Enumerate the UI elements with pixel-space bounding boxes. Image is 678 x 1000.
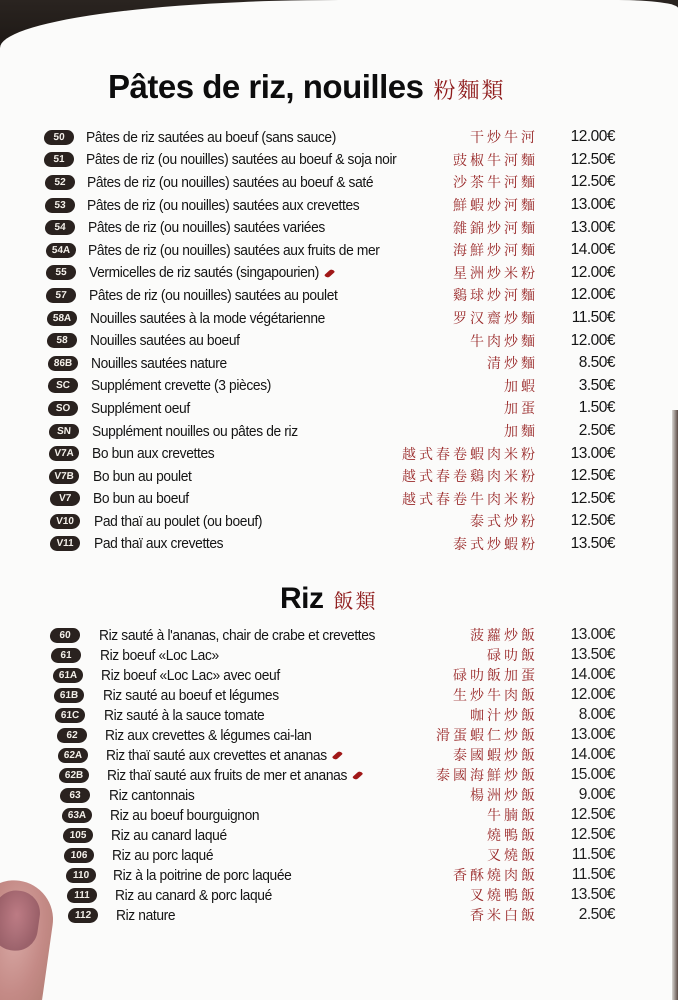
item-name [93, 490, 189, 507]
item-price: 13.00€ [570, 444, 615, 462]
item-name-text: Pad thaï aux crevettes [94, 535, 224, 553]
item-code-badge: 53 [45, 198, 76, 213]
item-name-text: Riz cantonnais [108, 786, 194, 804]
item-code-badge: 62B [59, 768, 90, 783]
item-price: 1.50€ [578, 399, 615, 417]
item-name-text: Bo bun au boeuf [93, 490, 189, 508]
item-name-chinese: 滑蛋蝦仁炒飯 [436, 728, 538, 744]
section-title-text: Pâtes de riz, nouilles [108, 68, 424, 105]
item-price: 8.00€ [578, 706, 615, 723]
item-code-badge: 54A [45, 243, 76, 258]
menu-item [0, 488, 678, 511]
menu-item [0, 194, 678, 217]
item-name-text: Riz à la poitrine de porc laquée [113, 866, 292, 884]
item-price: 14.00€ [570, 241, 615, 259]
menu-item [0, 825, 678, 845]
item-code-badge: 106 [64, 848, 95, 863]
item-price: 12.00€ [570, 128, 615, 146]
item-name-text: Riz aux crevettes & légumes cai-lan [105, 726, 312, 744]
menu-item [0, 905, 678, 925]
menu-item [0, 329, 678, 352]
item-name-text: Pad thaï au poulet (ou boeuf) [93, 512, 262, 530]
item-code-badge: 86B [47, 356, 78, 371]
item-name-text: Supplément oeuf [91, 399, 191, 417]
item-name-chinese: 泰國蝦炒飯 [453, 748, 538, 764]
chili-pepper-icon [324, 268, 335, 279]
item-code-badge: 50 [43, 130, 74, 145]
item-name-chinese: 罗汉齋炒麵 [453, 311, 538, 328]
item-price: 11.50€ [571, 309, 615, 327]
item-name [104, 707, 264, 724]
item-code-badge: 51 [44, 152, 75, 167]
item-name [86, 129, 336, 146]
menu-item [0, 845, 678, 865]
item-name [101, 667, 280, 684]
item-name-text: Nouilles sautées au boeuf [90, 332, 240, 350]
menu-item [0, 885, 678, 905]
chili-pepper-icon [332, 750, 343, 761]
chili-pepper-icon [353, 770, 364, 781]
item-name [87, 197, 359, 214]
item-name [109, 787, 194, 804]
item-price: 11.50€ [571, 846, 615, 863]
item-name-text: Riz nature [115, 906, 176, 924]
item-price: 12.50€ [570, 489, 615, 507]
item-name-chinese: 泰式炒蝦粉 [453, 536, 538, 553]
item-name [115, 887, 272, 904]
item-name-text: Supplément nouilles ou pâtes de riz [91, 422, 298, 440]
item-code-badge: SC [47, 378, 78, 393]
item-code-badge: 57 [46, 288, 77, 303]
item-code-badge: V10 [49, 514, 80, 529]
item-name [93, 468, 191, 485]
item-name [90, 332, 240, 349]
item-code-badge: 54 [45, 220, 76, 235]
item-code-badge: 63A [61, 808, 92, 823]
item-code-badge: 112 [68, 908, 99, 923]
menu-item [0, 171, 678, 194]
item-name [111, 827, 227, 844]
item-code-badge: 52 [44, 175, 75, 190]
item-name-chinese: 越式春卷牛肉米粉 [402, 491, 538, 508]
menu-item [0, 745, 678, 765]
item-name [89, 287, 337, 304]
item-name-chinese: 雜錦炒河麵 [453, 220, 538, 237]
item-name-text: Riz au porc laqué [112, 846, 214, 864]
item-name-text: Riz au canard laqué [111, 826, 227, 844]
item-name-chinese: 鮮蝦炒河麵 [453, 198, 538, 215]
item-name-chinese: 香酥燒肉飯 [453, 868, 538, 884]
item-price: 2.50€ [578, 422, 615, 440]
menu-item [0, 284, 678, 307]
item-name-text: Bo bun aux crevettes [92, 445, 215, 463]
item-price: 12.50€ [570, 806, 615, 823]
item-code-badge: V7A [48, 446, 79, 461]
menu-item [0, 397, 678, 420]
item-name-text: Pâtes de riz (ou nouilles) sautées au poulet [89, 286, 338, 304]
menu-item [0, 262, 678, 285]
item-code-badge: 61 [51, 648, 82, 663]
item-name [113, 867, 291, 884]
item-code-badge: 111 [66, 888, 97, 903]
item-name-text: Pâtes de riz (ou nouilles) sautées au boeuf & saté [86, 173, 374, 191]
item-name [103, 687, 279, 704]
item-name-chinese: 碌叻飯 [487, 648, 538, 664]
item-name-chinese: 香米白飯 [470, 908, 538, 924]
item-name-chinese: 越式春卷鷄肉米粉 [402, 469, 538, 486]
item-name-text: Pâtes de riz (ou nouilles) sautées aux fruits de mer [88, 241, 380, 259]
item-name-text: Pâtes de riz (ou nouilles) sautées variées [87, 219, 325, 237]
item-name-text: Riz thaï sauté aux crevettes et ananas [106, 746, 327, 764]
item-name [91, 400, 190, 417]
item-code-badge: V7 [49, 491, 80, 506]
item-price: 14.00€ [570, 746, 615, 763]
section-title-noodles [108, 68, 505, 106]
item-price: 11.50€ [571, 866, 615, 883]
item-price: 12.50€ [570, 512, 615, 530]
item-name [100, 647, 219, 664]
item-price: 13.00€ [570, 726, 615, 743]
item-name-text: Riz au boeuf bourguignon [109, 806, 260, 824]
item-name [91, 355, 227, 372]
item-name-text: Pâtes de riz (ou nouilles) sautées aux crevettes [87, 196, 360, 214]
menu-item [0, 805, 678, 825]
menu-item [0, 307, 678, 330]
item-price: 13.50€ [570, 886, 615, 903]
item-name-chinese: 加麵 [504, 424, 538, 441]
item-price: 9.00€ [578, 786, 615, 803]
item-code-badge: 61C [55, 708, 86, 723]
item-name-chinese: 加蝦 [504, 378, 538, 395]
item-price: 12.50€ [570, 467, 615, 485]
menu-item [0, 149, 678, 172]
menu-item [0, 785, 678, 805]
item-name-text: Vermicelles de riz sautés (singapourien) [88, 264, 319, 282]
item-name [107, 767, 363, 784]
item-code-badge: 63 [60, 788, 91, 803]
menu-item [0, 420, 678, 443]
rice-menu-list [0, 625, 678, 925]
item-price: 15.00€ [570, 766, 615, 783]
item-name [112, 847, 213, 864]
item-name-chinese: 干炒牛河 [470, 130, 538, 147]
item-code-badge: 105 [62, 828, 93, 843]
item-name-chinese: 星洲炒米粉 [453, 265, 538, 282]
item-name-text: Nouilles sautées à la mode végétarienne [89, 309, 325, 327]
item-price: 12.00€ [570, 263, 615, 281]
section-title-text: Riz [280, 582, 324, 615]
item-name-text: Bo bun au poulet [92, 467, 192, 485]
menu-item [0, 765, 678, 785]
item-name-chinese: 沙茶牛河麵 [453, 175, 538, 192]
item-name [88, 219, 325, 236]
item-name [116, 907, 175, 924]
item-code-badge: V11 [50, 536, 81, 551]
item-name-text: Pâtes de riz sautées au boeuf (sans sauce) [86, 128, 336, 146]
item-code-badge: SN [48, 424, 79, 439]
item-name-chinese: 泰國海鮮炒飯 [436, 768, 538, 784]
item-name-text: Pâtes de riz (ou nouilles) sautées au boeuf & soja noir [86, 151, 397, 169]
menu-item [0, 665, 678, 685]
item-name-text: Supplément crevette (3 pièces) [90, 377, 271, 395]
item-name [94, 513, 262, 530]
item-name [86, 151, 396, 168]
item-name [106, 747, 342, 764]
item-name-text: Nouilles sautées nature [90, 354, 227, 372]
item-code-badge: V7B [49, 469, 80, 484]
item-price: 12.00€ [570, 286, 615, 304]
item-name-chinese: 碌叻飯加蛋 [453, 668, 538, 684]
item-name-chinese: 海鮮炒河麵 [453, 243, 538, 260]
item-code-badge: 58A [46, 311, 77, 326]
menu-item [0, 442, 678, 465]
item-price: 12.50€ [570, 826, 615, 843]
item-name [90, 310, 325, 327]
item-name-chinese: 鷄球炒河麵 [453, 288, 538, 305]
item-price: 12.50€ [570, 173, 615, 191]
item-price: 12.00€ [570, 331, 615, 349]
menu-item [0, 239, 678, 262]
menu-item [0, 533, 678, 556]
item-name-chinese: 生炒牛肉飯 [453, 688, 538, 704]
item-name-chinese: 牛肉炒麵 [470, 333, 538, 350]
item-price: 2.50€ [578, 906, 615, 923]
item-code-badge: 58 [47, 333, 78, 348]
item-price: 13.00€ [570, 196, 615, 214]
item-name [99, 627, 375, 644]
item-code-badge: 62A [57, 748, 88, 763]
item-code-badge: 60 [49, 628, 80, 643]
item-name-text: Riz au canard & porc laqué [114, 886, 272, 904]
menu-item [0, 375, 678, 398]
item-name-chinese: 叉燒飯 [487, 848, 538, 864]
item-name [87, 174, 373, 191]
item-code-badge: 61A [52, 668, 83, 683]
item-code-badge: 61B [53, 688, 84, 703]
item-price: 13.50€ [570, 646, 615, 663]
item-price: 14.00€ [570, 666, 615, 683]
item-code-badge: 110 [65, 868, 96, 883]
item-name [89, 264, 335, 281]
item-name [110, 807, 259, 824]
item-code-badge: SO [48, 401, 79, 416]
item-name [88, 242, 380, 259]
item-name-chinese: 越式春卷蝦肉米粉 [402, 446, 538, 463]
item-name-text: Riz sauté à la sauce tomate [103, 706, 265, 724]
item-name [91, 377, 271, 394]
item-price: 12.50€ [570, 150, 615, 168]
menu-item [0, 352, 678, 375]
menu-item [0, 705, 678, 725]
item-name-chinese: 加蛋 [504, 401, 538, 418]
item-code-badge: 55 [46, 265, 77, 280]
item-name-text: Riz boeuf «Loc Lac» [100, 646, 220, 664]
item-name-chinese: 牛腩飯 [487, 808, 538, 824]
menu-item [0, 645, 678, 665]
item-price: 13.00€ [570, 218, 615, 236]
section-title-chinese: 飯類 [333, 589, 378, 613]
menu-item [0, 865, 678, 885]
item-price: 12.00€ [570, 686, 615, 703]
item-name-chinese: 叉燒鴨飯 [470, 888, 538, 904]
item-name [94, 535, 223, 552]
menu-item [0, 625, 678, 645]
item-name-chinese: 咖汁炒飯 [470, 708, 538, 724]
item-name-text: Riz thaï sauté aux fruits de mer et ananas [107, 766, 348, 784]
noodles-menu-list [0, 126, 678, 555]
menu-item [0, 216, 678, 239]
item-name-text: Riz boeuf «Loc Lac» avec oeuf [101, 666, 281, 684]
section-title-chinese: 粉麵類 [433, 79, 506, 104]
item-name-chinese: 豉椒牛河麵 [453, 152, 538, 169]
item-price: 13.00€ [570, 626, 615, 643]
item-name [105, 727, 311, 744]
item-price: 13.50€ [570, 534, 615, 552]
item-price: 8.50€ [578, 354, 615, 372]
item-name-chinese: 菠蘿炒飯 [470, 628, 538, 644]
menu-item [0, 465, 678, 488]
menu-item [0, 725, 678, 745]
item-code-badge: 62 [56, 728, 87, 743]
item-name [92, 423, 298, 440]
item-name-chinese: 清炒麵 [487, 356, 538, 373]
item-name [92, 445, 214, 462]
menu-item [0, 126, 678, 149]
menu-item [0, 685, 678, 705]
item-name-chinese: 楊洲炒飯 [470, 788, 538, 804]
item-name-text: Riz sauté à l'ananas, chair de crabe et crevettes [99, 626, 376, 644]
section-title-rice [280, 582, 378, 616]
item-name-chinese: 泰式炒粉 [470, 514, 538, 531]
item-name-text: Riz sauté au boeuf et légumes [102, 686, 279, 704]
item-price: 3.50€ [578, 376, 615, 394]
menu-item [0, 510, 678, 533]
item-name-chinese: 燒鴨飯 [487, 828, 538, 844]
